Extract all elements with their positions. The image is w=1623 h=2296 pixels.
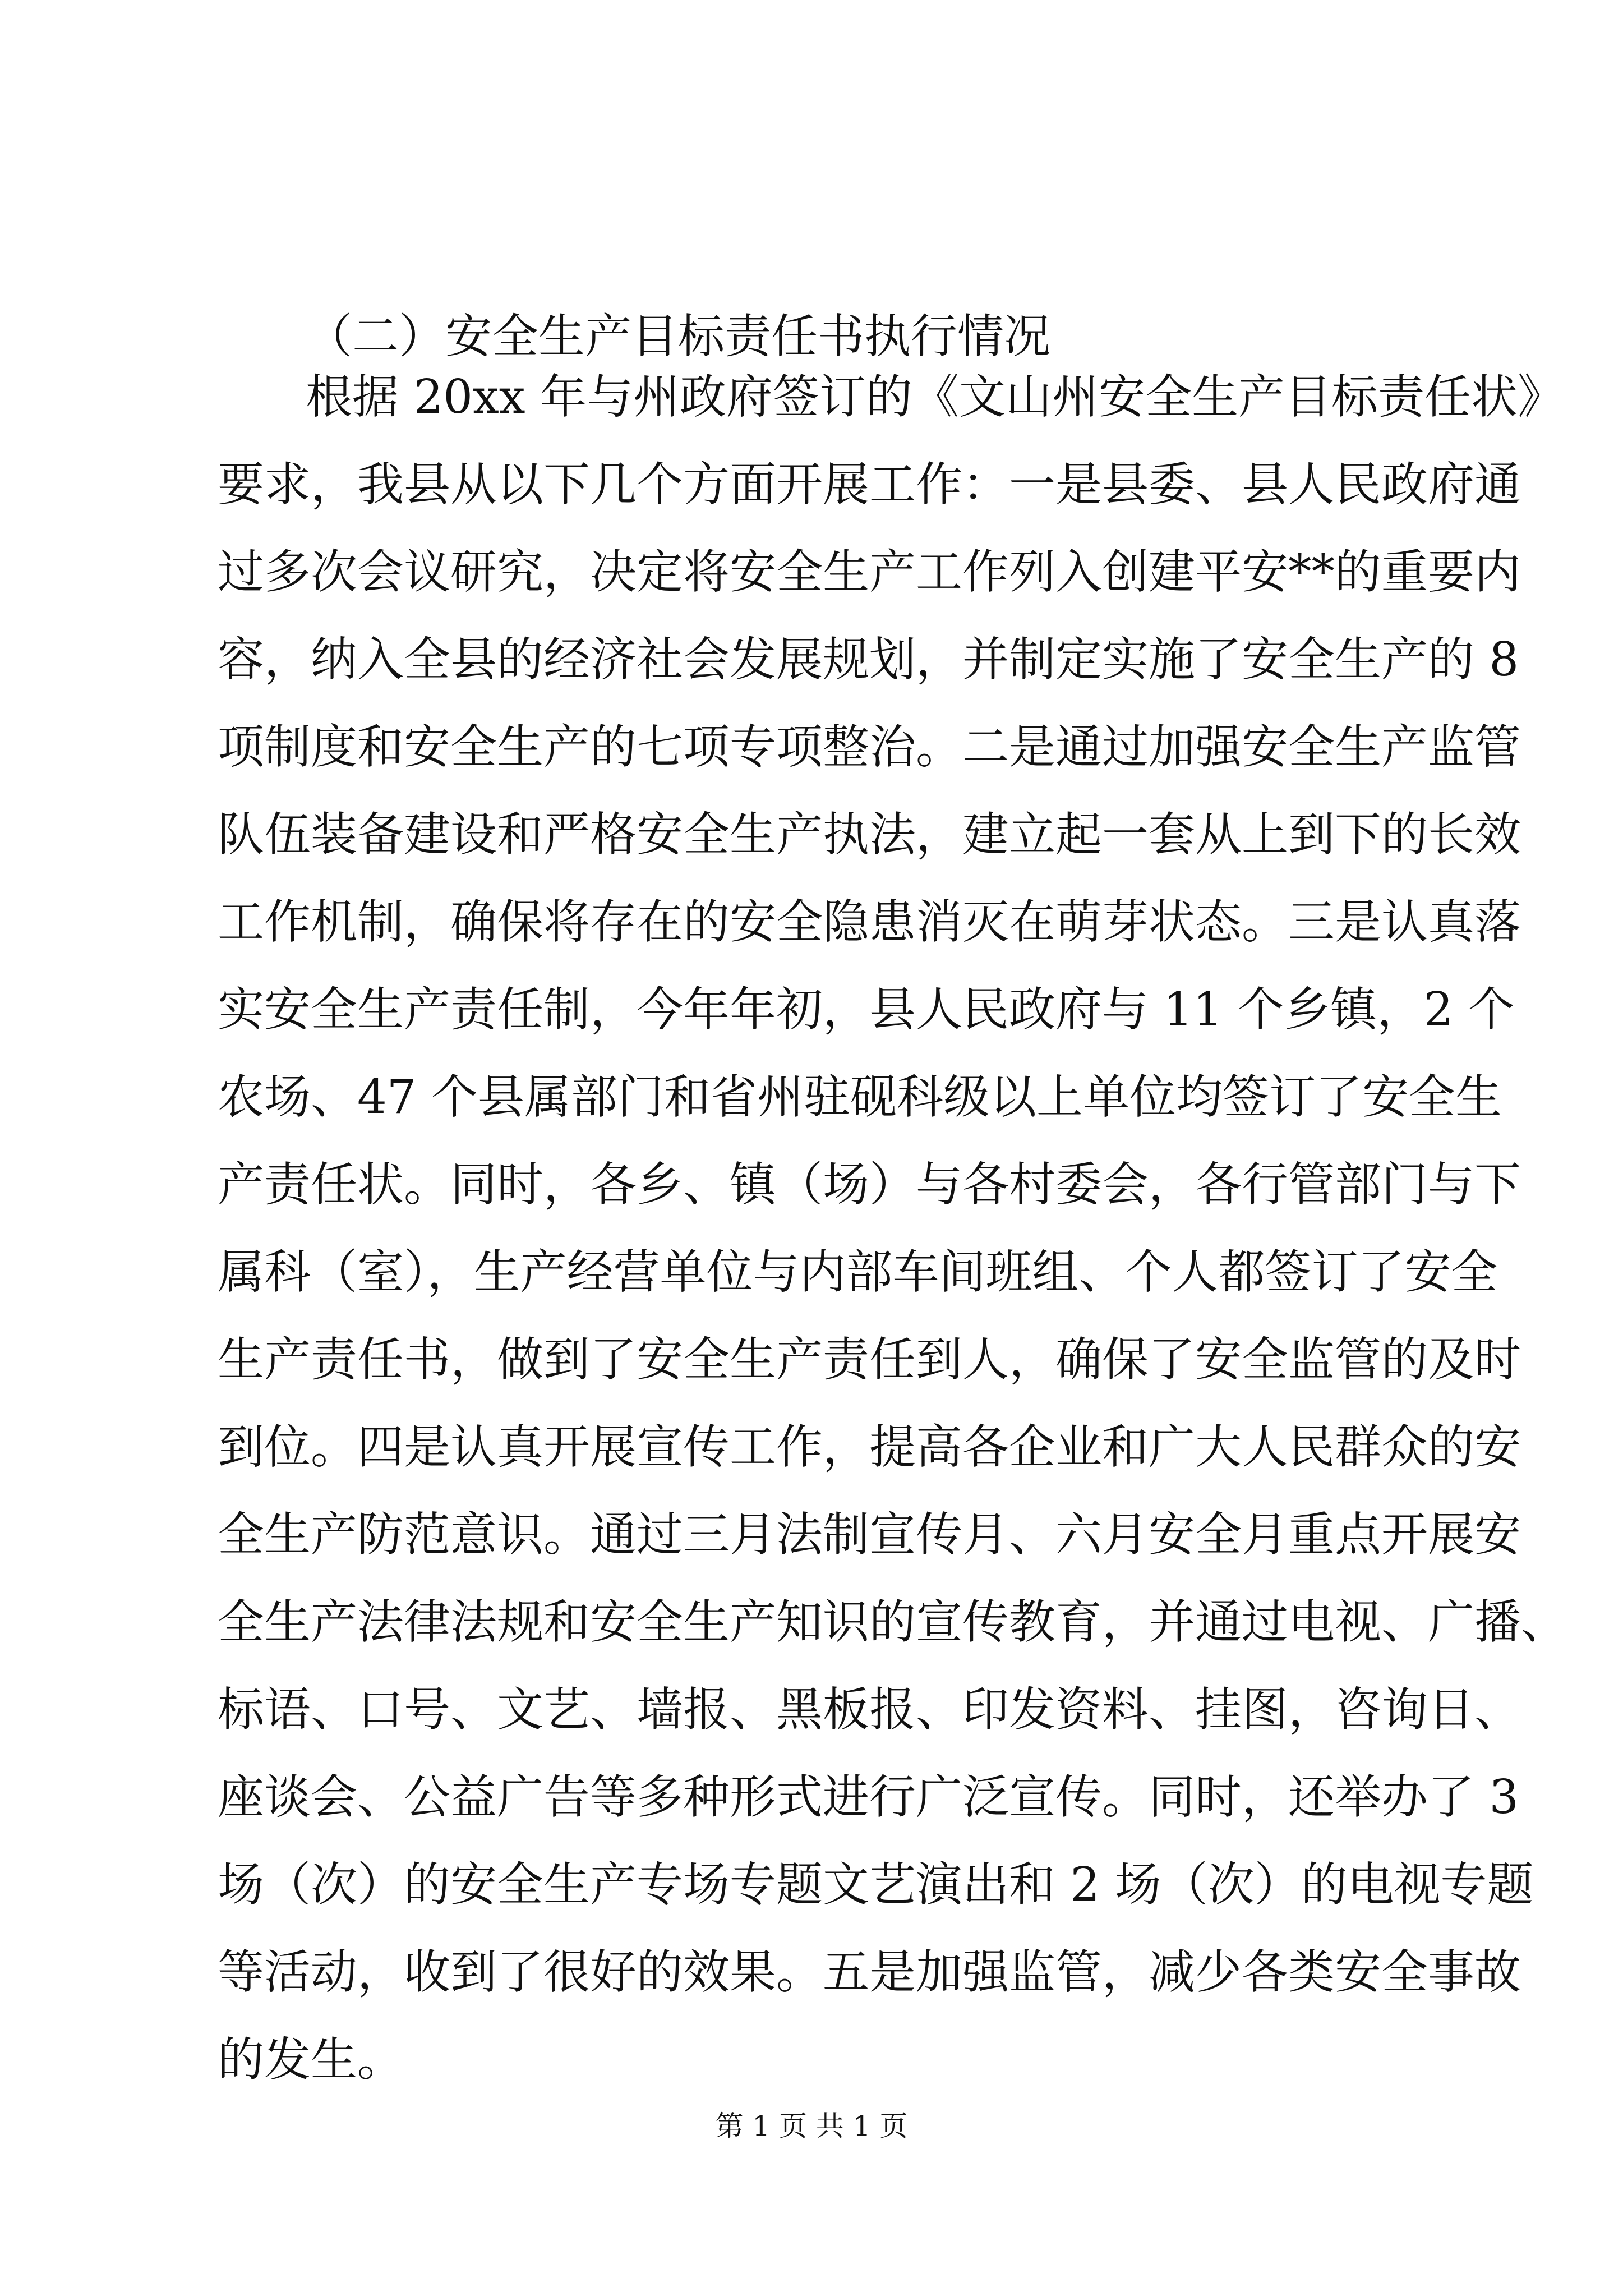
page-footer: 第 1 页 共 1 页 <box>715 2110 908 2142</box>
paragraph-line: 过多次会议研究，决定将安全生产工作列入创建平安**的重要内 <box>218 545 1521 599</box>
paragraph-line: 属科（室），生产经营单位与内部车间班组、个人都签订了安全 <box>218 1245 1498 1299</box>
paragraph-line: 生产责任书，做到了安全生产责任到人，确保了安全监管的及时 <box>218 1332 1521 1387</box>
body-paragraph <box>218 353 1567 2104</box>
paragraph-line: 工作机制，确保将存在的安全隐患消灭在萌芽状态。三是认真落 <box>218 895 1521 949</box>
paragraph-line: 产责任状。同时，各乡、镇（场）与各村委会，各行管部门与下 <box>218 1157 1521 1212</box>
paragraph-line: 全生产防范意识。通过三月法制宣传月、六月安全月重点开展安 <box>218 1507 1521 1562</box>
paragraph-line: 等活动，收到了很好的效果。五是加强监管，减少各类安全事故 <box>218 1945 1521 1999</box>
section-heading: （二）安全生产目标责任书执行情况 <box>306 309 1050 364</box>
paragraph-line: 容，纳入全县的经济社会发展规划，并制定实施了安全生产的 8 <box>218 632 1519 687</box>
paragraph-line: 标语、口号、文艺、墙报、黑板报、印发资料、挂图，咨询日、 <box>218 1682 1521 1737</box>
paragraph-line: 要求，我县从以下几个方面开展工作：一是县委、县人民政府通 <box>218 457 1521 512</box>
paragraph-line: 全生产法律法规和安全生产知识的宣传教育，并通过电视、广播、 <box>218 1595 1567 1649</box>
paragraph-line: 项制度和安全生产的七项专项整治。二是通过加强安全生产监管 <box>218 720 1521 774</box>
paragraph-line: 队伍装备建设和严格安全生产执法，建立起一套从上到下的长效 <box>218 807 1521 862</box>
paragraph-line: 场（次）的安全生产专场专题文艺演出和 2 场（次）的电视专题 <box>218 1857 1534 1912</box>
paragraph-line: 座谈会、公益广告等多种形式进行广泛宣传。同时，还举办了 3 <box>218 1770 1519 1824</box>
paragraph-line: 根据 20xx 年与州政府签订的《文山州安全生产目标责任状》 <box>306 370 1564 424</box>
paragraph-line: 实安全生产责任制，今年年初，县人民政府与 11 个乡镇，2 个 <box>218 982 1515 1037</box>
paragraph-line: 的发生。 <box>218 2032 404 2087</box>
paragraph-line: 到位。四是认真开展宣传工作，提高各企业和广大人民群众的安 <box>218 1420 1521 1474</box>
paragraph-line: 农场、47 个县属部门和省州驻砚科级以上单位均签订了安全生 <box>218 1070 1502 1124</box>
